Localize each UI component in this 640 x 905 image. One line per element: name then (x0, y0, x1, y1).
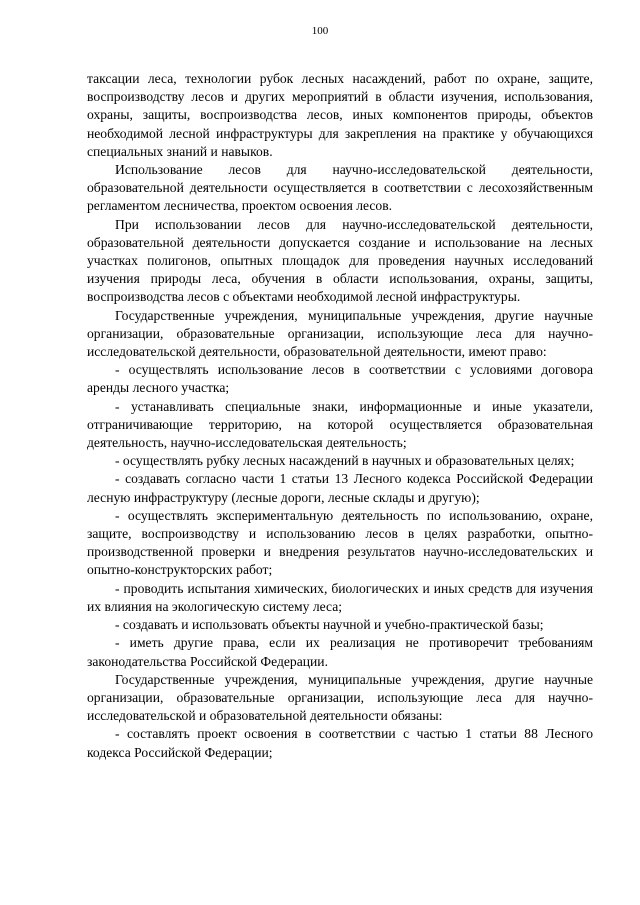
list-item-right: - создавать согласно части 1 статьи 13 Лесного кодекса Российской Федерации лесную инфраструктуру (лесные дороги, лесные склады и другую); (87, 471, 593, 505)
list-item-obligation: - составлять проект освоения в соответствии с частью 1 статьи 88 Лесного кодекса Российской Федерации; (87, 726, 593, 760)
document-body (87, 70, 593, 762)
list-item-right: - иметь другие права, если их реализация не противоречит требованиям законодательства Российской Федерации. (87, 635, 593, 669)
paragraph-rights-intro: Государственные учреждения, муниципальные учреждения, другие научные организации, образовательные организации, использующие леса для научно-исследовательской деятельности, образовательной деятельности, имеют право: (87, 307, 593, 360)
paragraph-polygons-allowed: При использовании лесов для научно-исследовательской деятельности, образовательной деятельности допускается создание и использование на лесных участках полигонов, опытных площадок для проведения научных исследований изучения природы леса, обучения в области использования, охраны, защиты, воспроизводства лесов с объектами необходимой лесной инфраструктуры. (87, 216, 593, 305)
list-item-right: - осуществлять рубку лесных насаждений в научных и образовательных целях; (115, 453, 575, 469)
list-item-right: - создавать и использовать объекты научной и учебно-практической базы; (115, 617, 544, 633)
list-item-right: - осуществлять использование лесов в соответствии с условиями договора аренды лесного участка; (87, 362, 593, 396)
list-item-right: - проводить испытания химических, биологических и иных средств для изучения их влияния на экологическую систему леса; (87, 580, 593, 614)
paragraph-continuation: таксации леса, технологии рубок лесных насаждений, работ по охране, защите, воспроизводству лесов и других мероприятий в области изучения, использования, охраны, защиты, воспроизводства лесов, иных компонентов природы, объектов необходимой лесной инфраструктуры для закрепления на практике у обучающихся специальных знаний и навыков. (87, 71, 593, 159)
list-item-right: - устанавливать специальные знаки, информационные и иные указатели, отграничивающие территорию, на которой осуществляется образовательная деятельность, научно-исследовательская деятельность; (87, 398, 593, 451)
paragraph-obligations-intro: Государственные учреждения, муниципальные учреждения, другие научные организации, образовательные организации, использующие леса для научно-исследовательской и образовательной деятельности обязаны: (87, 671, 593, 724)
list-item-right: - осуществлять экспериментальную деятельность по использованию, охране, защите, воспроизводству и использованию лесов в целях разработки, опытно-производственной проверки и внедрения результатов научно-исследовательских и опытно-конструкторских работ; (87, 507, 593, 578)
page-number: 100 (311, 25, 329, 37)
paragraph-forest-use-regulation: Использование лесов для научно-исследовательской деятельности, образовательной деятельности осуществляется в соответствии с лесохозяйственным регламентом лесничества, проектом освоения лесов. (87, 162, 593, 214)
